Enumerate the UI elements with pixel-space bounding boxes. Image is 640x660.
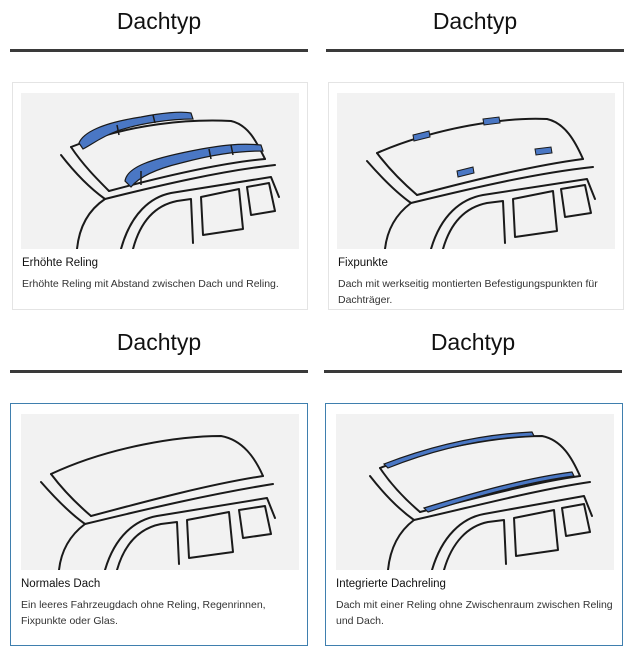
section-heading-erhoehte-reling: Dachtyp <box>116 8 202 34</box>
section-divider <box>10 49 308 52</box>
section-heading-integrierte-dachreling: Dachtyp <box>430 329 516 355</box>
section-divider <box>324 370 622 373</box>
roof-type-title: Fixpunkte <box>338 257 388 269</box>
roof-type-card-fixpunkte[interactable] <box>328 82 624 310</box>
roof-type-title: Normales Dach <box>21 578 101 590</box>
roof-type-card-integrierte-dachreling[interactable] <box>325 403 623 646</box>
roof-type-description: Erhöhte Reling mit Abstand zwischen Dach und Reling. <box>22 278 279 290</box>
roof-type-card-normales-dach[interactable] <box>10 403 308 646</box>
roof-type-description: Dach mit werkseitig montierten Befestigungspunkten für Dachträger. <box>338 278 598 306</box>
section-divider <box>10 370 308 373</box>
section-heading-normales-dach: Dachtyp <box>116 329 202 355</box>
roof-type-description: Dach mit einer Reling ohne Zwischenraum zwischen Reling und Dach. <box>336 599 613 627</box>
roof-type-description: Ein leeres Fahrzeugdach ohne Reling, Regenrinnen, Fixpunkte oder Glas. <box>21 599 266 627</box>
roof-illustration-integrated-rails <box>336 414 614 570</box>
roof-type-title: Erhöhte Reling <box>22 257 99 269</box>
roof-illustration-normal-roof <box>21 414 299 570</box>
roof-type-title: Integrierte Dachreling <box>336 578 446 590</box>
roof-type-card-erhoehte-reling[interactable] <box>12 82 308 310</box>
roof-illustration-raised-rails <box>21 93 299 249</box>
section-heading-fixpunkte: Dachtyp <box>432 8 518 34</box>
roof-illustration-fixpoints <box>337 93 615 249</box>
section-divider <box>326 49 624 52</box>
